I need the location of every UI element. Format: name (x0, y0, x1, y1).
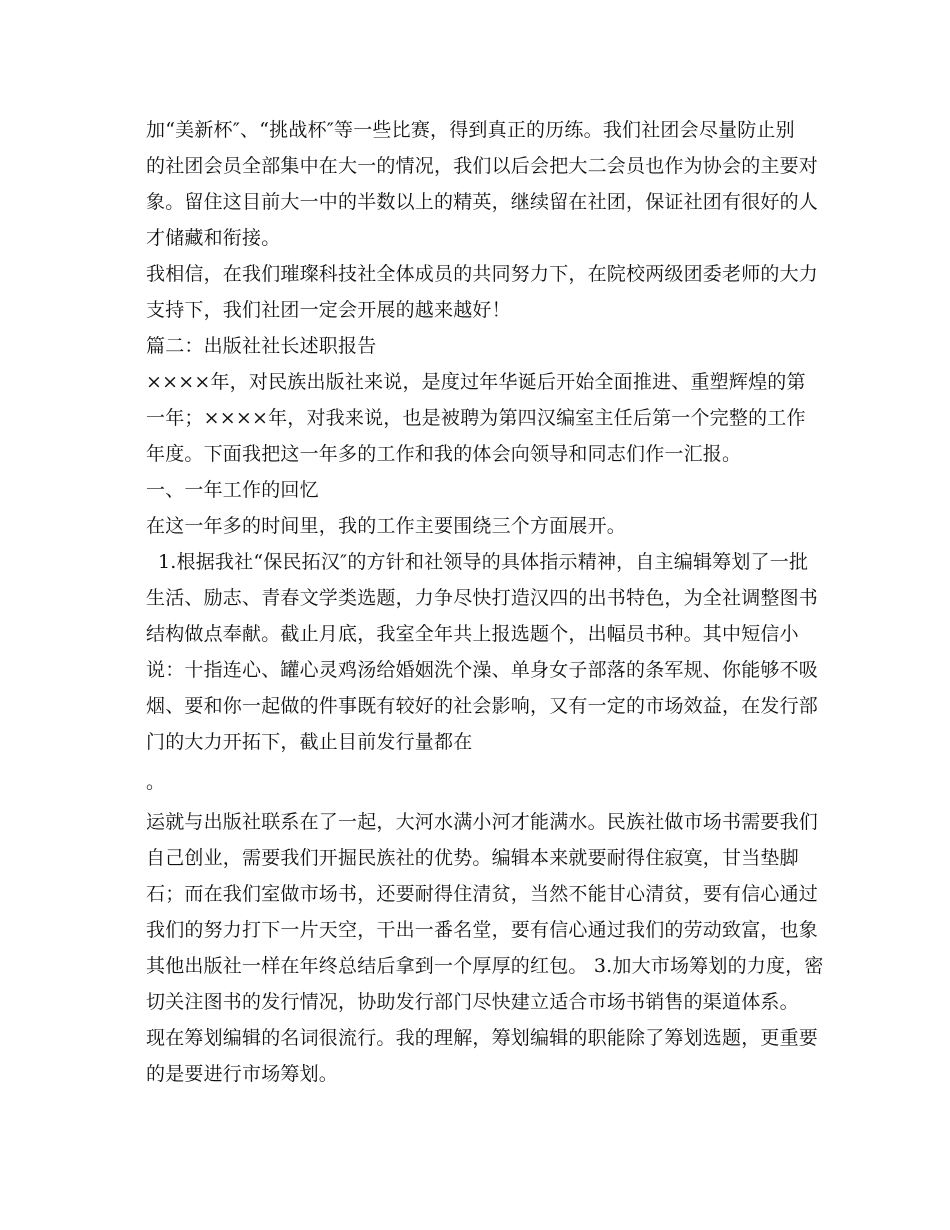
paragraph-line: 年度。下面我把这一年多的工作和我的体会向领导和同志们作一汇报。 (146, 443, 742, 465)
paragraph-line: 门的大力开拓下，截止目前发行量都在 (146, 731, 473, 753)
paragraph-line: 支持下，我们社团一定会开展的越来越好！ (146, 299, 511, 321)
paragraph-line: 。 (146, 771, 166, 793)
paragraph-line: 我们的努力打下一片天空，干出一番名堂，要有信心通过我们的劳动致富，也象 (146, 919, 819, 941)
paragraph-line: 烟、要和你一起做的件事既有较好的社会影响，又有一定的市场效益，在发行部 (146, 695, 819, 717)
paragraph-line: 在这一年多的时间里，我的工作主要围绕三个方面展开。 (146, 515, 627, 537)
paragraph-line: 其他出版社一样在年终总结后拿到一个厚厚的红包。 3.加大市场筹划的力度，密 (146, 955, 824, 977)
paragraph-line: 自己创业，需要我们开掘民族社的优势。编辑本来就要耐得住寂寞，甘当垫脚 (146, 847, 799, 869)
paragraph-line: 现在筹划编辑的名词很流行。我的理解，筹划编辑的职能除了筹划选题，更重要 (146, 1027, 819, 1049)
numbered-item-line: 1.根据我社“保民拓汉″的方针和社领导的具体指示精神，自主编辑筹划了一批 (158, 551, 809, 573)
section-heading: 篇二：出版社社长述职报告 (146, 335, 377, 357)
paragraph-line: 加“美新杯″、“挑战杯″等一些比赛，得到真正的历练。我们社团会尽量防止别 (146, 119, 795, 141)
subsection-heading: 一、一年工作的回忆 (146, 479, 319, 501)
paragraph-line: 运就与出版社联系在了一起，大河水满小河才能满水。民族社做市场书需要我们 (146, 811, 819, 833)
paragraph-line: 的是要进行市场筹划。 (146, 1063, 339, 1085)
paragraph-line: 石；而在我们室做市场书，还要耐得住清贫，当然不能甘心清贫，要有信心通过 (146, 883, 819, 905)
paragraph-line: 说：十指连心、罐心灵鸡汤给婚姻洗个澡、单身女子部落的条军规、你能够不吸 (146, 659, 819, 681)
paragraph-line: ××××年，对民族出版社来说，是度过年华诞后开始全面推进、重塑辉煌的第 (146, 371, 806, 393)
paragraph-line: 的社团会员全部集中在大一的情况，我们以后会把大二会员也作为协会的主要对 (146, 155, 819, 177)
paragraph-line: 切关注图书的发行情况，协助发行部门尽快建立适合市场书销售的渠道体系。 (146, 991, 799, 1013)
paragraph-line: 结构做点奉献。截止月底，我室全年共上报选题个，出幅员书种。其中短信小 (146, 623, 799, 645)
paragraph-line: 才储藏和衔接。 (146, 227, 281, 249)
paragraph-line: 象。留住这目前大一中的半数以上的精英，继续留在社团，保证社团有很好的人 (146, 191, 819, 213)
paragraph-line: 我相信，在我们璀璨科技社全体成员的共同努力下，在院校两级团委老师的大力 (146, 263, 819, 285)
paragraph-line: 生活、励志、青春文学类选题，力争尽快打造汉四的出书特色，为全社调整图书 (146, 587, 819, 609)
paragraph-line: 一年；××××年，对我来说，也是被聘为第四汉编室主任后第一个完整的工作 (146, 407, 806, 429)
